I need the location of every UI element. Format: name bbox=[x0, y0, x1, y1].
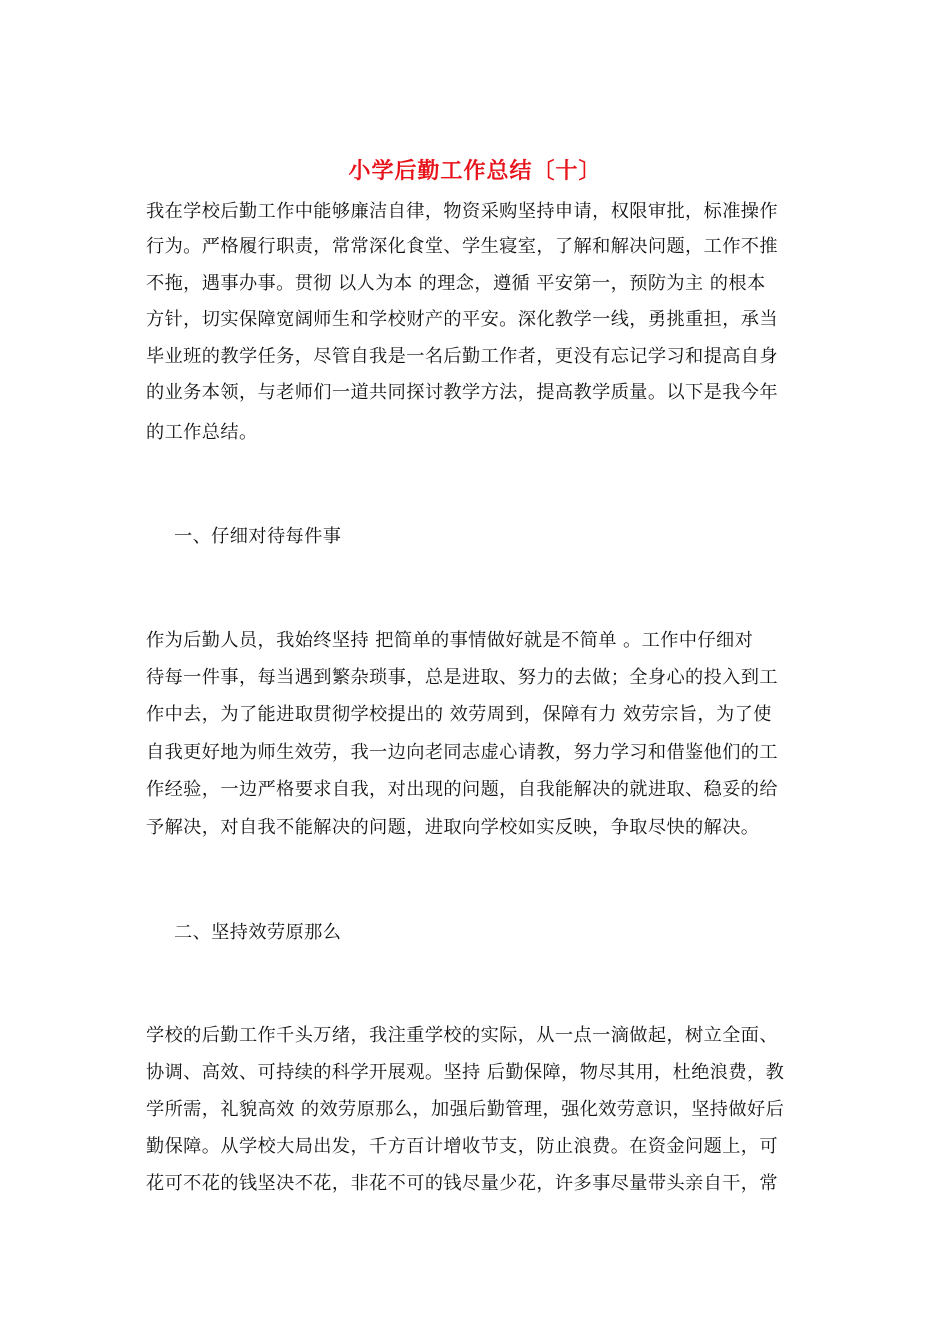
intro-line: 毕业班的教学任务，尽管自我是一名后勤工作者，更没有忘记学习和提高自身 bbox=[146, 346, 778, 367]
intro-line: 方针，切实保障宽阔师生和学校财产的平安。深化教学一线，勇挑重担，承当 bbox=[146, 309, 778, 330]
intro-line: 的工作总结。 bbox=[146, 422, 258, 443]
intro-line: 我在学校后勤工作中能够廉洁自律，物资采购坚持申请，权限审批，标准操作 bbox=[146, 201, 778, 222]
section2-line: 学所需，礼貌高效 的效劳原那么，加强后勤管理，强化效劳意识，坚持做好后 bbox=[146, 1099, 785, 1120]
section2-line: 勤保障。从学校大局出发，千方百计增收节支，防止浪费。在资金问题上，可 bbox=[146, 1136, 778, 1157]
intro-line: 行为。严格履行职责，常常深化食堂、学生寝室，了解和解决问题，工作不推 bbox=[146, 236, 778, 257]
section2-line: 协调、高效、可持续的科学开展观。坚持 后勤保障，物尽其用，杜绝浪费，教 bbox=[146, 1062, 785, 1083]
section1-line: 自我更好地为师生效劳，我一边向老同志虚心请教，努力学习和借鉴他们的工 bbox=[146, 742, 778, 763]
section1-line: 作经验，一边严格要求自我，对出现的问题，自我能解决的就进取、稳妥的给 bbox=[146, 779, 778, 800]
section1-line: 予解决，对自我不能解决的问题，进取向学校如实反映，争取尽快的解决。 bbox=[146, 817, 760, 838]
section-heading: 一、仔细对待每件事 bbox=[174, 526, 342, 547]
section1-line: 作中去，为了能进取贯彻学校提出的 效劳周到，保障有力 效劳宗旨，为了使 bbox=[146, 704, 772, 725]
intro-line: 的业务本领，与老师们一道共同探讨教学方法，提高教学质量。以下是我今年 bbox=[146, 382, 778, 403]
section2-line: 学校的后勤工作千头万绪，我注重学校的实际，从一点一滴做起，树立全面、 bbox=[146, 1025, 778, 1046]
section1-line: 待每一件事，每当遇到繁杂琐事，总是进取、努力的去做；全身心的投入到工 bbox=[146, 667, 778, 688]
section1-line: 作为后勤人员，我始终坚持 把简单的事情做好就是不简单 。工作中仔细对 bbox=[146, 630, 754, 651]
section-heading: 二、坚持效劳原那么 bbox=[174, 922, 342, 943]
intro-line: 不拖，遇事办事。贯彻 以人为本 的理念，遵循 平安第一，预防为主 的根本 bbox=[146, 273, 766, 294]
document-title: 小学后勤工作总结〔十〕 bbox=[348, 158, 602, 184]
section2-line: 花可不花的钱坚决不花，非花不可的钱尽量少花，许多事尽量带头亲自干，常 bbox=[146, 1173, 778, 1194]
